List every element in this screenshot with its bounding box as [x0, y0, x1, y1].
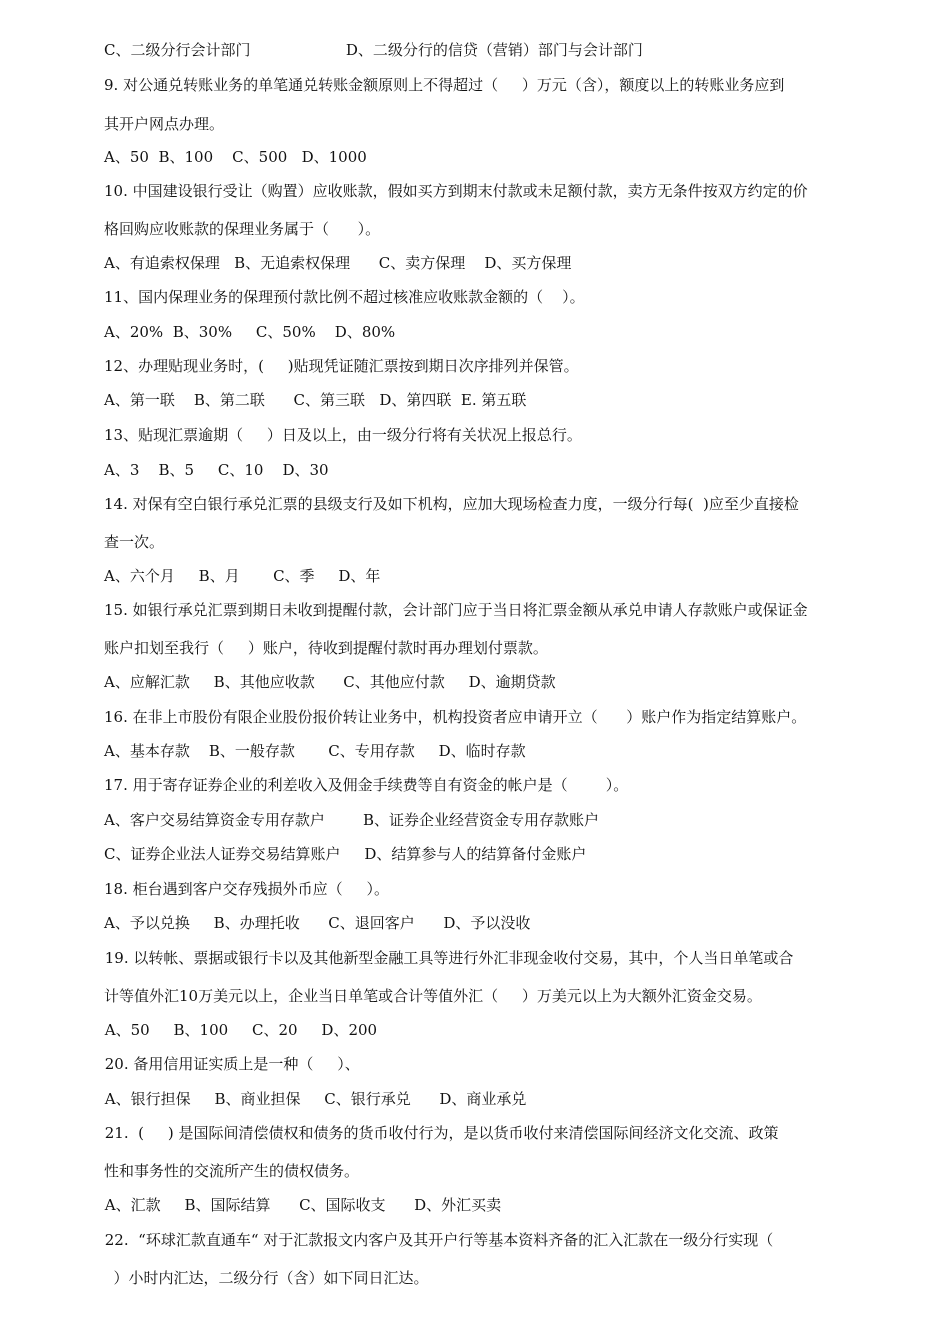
text-line: 16. 在非上市股份有限企业股份报价转让业务中，机构投资者应申请开立（ ）账户作为指定结算账户。: [104, 708, 807, 726]
text-line: A、3 B、5 C、10 D、30: [104, 461, 329, 479]
text-line: A、第一联 B、第二联 C、第三联 D、第四联 E. 第五联: [104, 391, 527, 409]
text-line: C、证券企业法人证券交易结算账户 D、结算参与人的结算备付金账户: [104, 845, 587, 863]
text-line: 计等值外汇10万美元以上，企业当日单笔或合计等值外汇（ ）万美元以上为大额外汇资金交易。: [104, 987, 762, 1005]
text-line: 20. 备用信用证实质上是一种（ ）、: [100, 1055, 360, 1073]
text-line: A、有追索权保理 B、无追索权保理 C、卖方保理 D、买方保理: [104, 254, 572, 272]
text-line: C、二级分行会计部门 D、二级分行的信贷（营销）部门与会计部门: [104, 41, 643, 59]
text-line: A、20% B、30% C、50% D、80%: [104, 323, 396, 341]
text-line: 18. 柜台遇到客户交存残损外币应（ ）。: [104, 880, 389, 898]
text-line: 查一次。: [104, 533, 165, 551]
text-line: 17. 用于寄存证券企业的利差收入及佣金手续费等自有资金的帐户是（ ）。: [104, 776, 629, 794]
text-line: 14. 对保有空白银行承兑汇票的县级支行及如下机构，应加大现场检查力度，一级分行每( )应至少直接检: [104, 495, 799, 513]
text-line: A、50 B、100 C、20 D、200: [100, 1021, 378, 1039]
text-line: 19. 以转帐、票据或银行卡以及其他新型金融工具等进行外汇非现金收付交易，其中，个人当日单笔或合: [100, 949, 794, 967]
text-line: 9. 对公通兑转账业务的单笔通兑转账金额原则上不得超过（ ）万元（含），额度以上的转账业务应到: [104, 76, 785, 94]
text-line: A、银行担保 B、商业担保 C、银行承兑 D、商业承兑: [100, 1090, 527, 1108]
text-line: 账户扣划至我行（ ）账户，待收到提醒付款时再办理划付票款。: [104, 639, 548, 657]
text-line: 15. 如银行承兑汇票到期日未收到提醒付款，会计部门应于当日将汇票金额从承兑申请人存款账户或保证金: [104, 601, 808, 619]
text-line: ）小时内汇达，二级分行（含）如下同日汇达。: [104, 1269, 429, 1287]
text-line: A、应解汇款 B、其他应收款 C、其他应付款 D、逾期贷款: [104, 673, 556, 691]
text-line: 12、办理贴现业务时，( )贴现凭证随汇票按到期日次序排列并保管。: [104, 357, 579, 375]
text-line: 格回购应收账款的保理业务属于（ ）。: [104, 220, 381, 238]
text-line: A、六个月 B、月 C、季 D、年: [104, 567, 381, 585]
text-line: 10. 中国建设银行受让（购置）应收账款，假如买方到期末付款或未足额付款，卖方无条件按双方约定的价: [104, 182, 808, 200]
text-line: A、客户交易结算资金专用存款户 B、证券企业经营资金专用存款账户: [104, 811, 600, 829]
text-line: 其开户网点办理。: [104, 115, 225, 133]
text-line: 21. ( ) 是国际间清偿债权和债务的货币收付行为，是以货币收付来清偿国际间经济文化交流、政策: [100, 1124, 779, 1142]
text-line: A、予以兑换 B、办理托收 C、退回客户 D、予以没收: [104, 914, 531, 932]
text-line: 性和事务性的交流所产生的债权债务。: [104, 1162, 360, 1180]
text-line: 22. “环球汇款直通车“ 对于汇款报文内客户及其开户行等基本资料齐备的汇入汇款在一级分行实现（: [100, 1231, 774, 1249]
text-line: A、基本存款 B、一般存款 C、专用存款 D、临时存款: [104, 742, 526, 760]
text-line: A、50 B、100 C、500 D、1000: [104, 148, 367, 166]
text-line: 13、贴现汇票逾期（ ）日及以上，由一级分行将有关状况上报总行。: [104, 426, 582, 444]
text-line: A、汇款 B、国际结算 C、国际收支 D、外汇买卖: [100, 1196, 502, 1214]
text-line: 11、国内保理业务的保理预付款比例不超过核准应收账款金额的（ ）。: [104, 288, 585, 306]
